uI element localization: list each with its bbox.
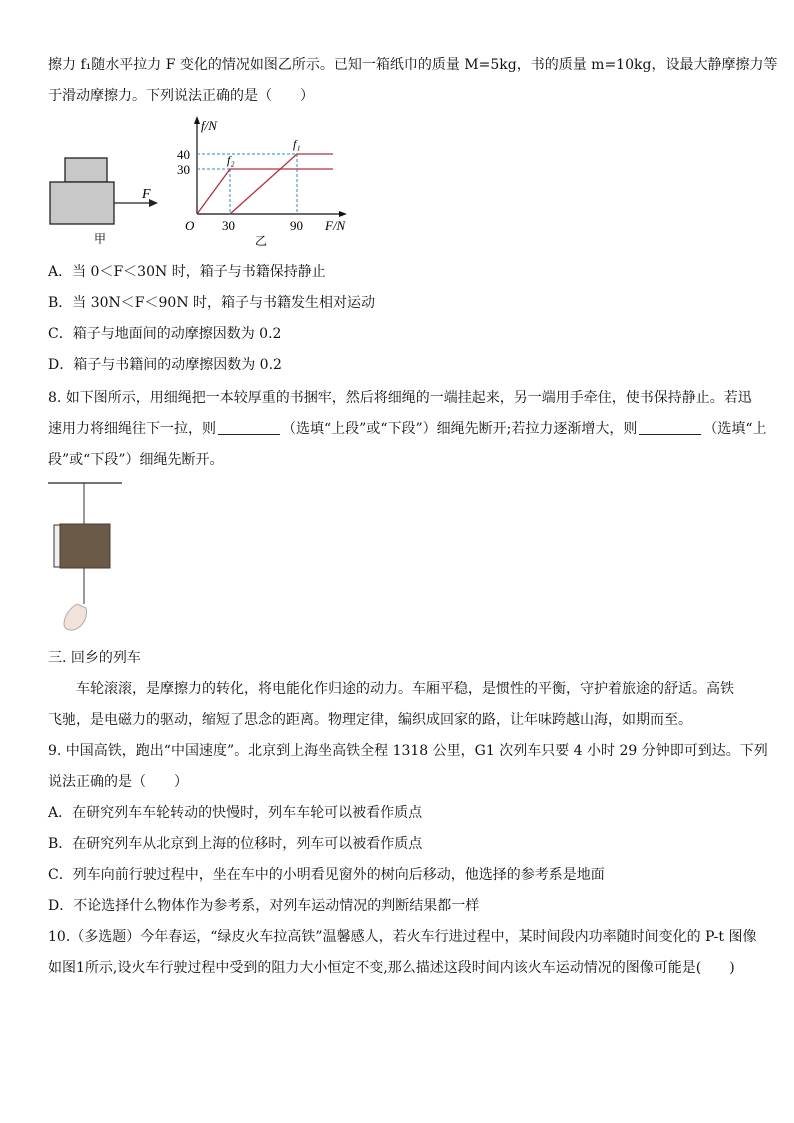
- curve-f1: [230, 154, 333, 214]
- origin-label: O: [185, 218, 195, 233]
- y-axis-label: f/N: [201, 118, 217, 133]
- section-3-title: 三. 回乡的列车: [48, 650, 141, 666]
- q10-line1: 10.（多选题）今年春运，“绿皮火车拉高铁”温馨感人，若火车行进过程中，某时间段内功率随时间变化的 P-t 图像: [48, 929, 757, 945]
- y-tick-40: 40: [177, 147, 190, 162]
- q9-line1: 9. 中国高铁，跑出“中国速度”。北京到上海坐高铁全程 1318 公里，G1 次列车只要 4 小时 29 分钟即可到达。下列: [48, 743, 768, 759]
- q7-intro-line1: 擦力 f₁随水平拉力 F 变化的情况如图乙所示。已知一箱纸巾的质量 M=5kg，书的质量 m=10kg，设最大静摩擦力等: [48, 57, 778, 73]
- figure-yi-graph: [175, 114, 365, 249]
- q7-option-b: B．当 30N＜F＜90N 时，箱子与书籍发生相对运动: [48, 295, 376, 311]
- x-tick-30: 30: [222, 218, 235, 233]
- curve-label-f1: f₁: [293, 137, 301, 151]
- q9-option-c: C．列车向前行驶过程中，坐在车中的小明看见窗外的树向后移动，他选择的参考系是地面: [48, 867, 605, 883]
- figure-jia: [44, 150, 174, 250]
- figure-hanging-book: [44, 478, 134, 638]
- q7-option-d: D．箱子与书籍间的动摩擦因数为 0.2: [48, 357, 282, 373]
- curve-label-f2: f₂: [227, 153, 235, 167]
- q9-line2: 说法正确的是（ ）: [48, 774, 188, 790]
- q8-answer-blank-1[interactable]: [218, 420, 280, 435]
- y-tick-30: 30: [177, 162, 190, 177]
- tissue-box: [50, 182, 114, 224]
- section-3-para-line2: 飞驰，是电磁力的驱动，缩短了思念的距离。物理定律，编织成回家的路，让年味跨越山海，如期而至。: [48, 712, 692, 728]
- curve-f2: [197, 169, 333, 214]
- book-block: [65, 158, 107, 182]
- q9-option-a: A．在研究列车车轮转动的快慢时，列车车轮可以被看作质点: [48, 805, 423, 821]
- q9-option-d: D．不论选择什么物体作为参考系，对列车运动情况的判断结果都一样: [48, 898, 480, 914]
- q7-intro-line2: 于滑动摩擦力。下列说法正确的是（ ）: [48, 88, 314, 104]
- q8-line1: 8. 如下图所示，用细绳把一本较厚重的书捆牢，然后将细绳的一端挂起来，另一端用手牵住，使书保持静止。若迅: [48, 390, 752, 406]
- hand-icon: [64, 604, 87, 630]
- figure-yi-caption: 乙: [255, 234, 268, 248]
- book-spine: [54, 525, 60, 567]
- q8-line2: [48, 419, 767, 439]
- q7-option-a: A．当 0＜F＜30N 时，箱子与书籍保持静止: [48, 264, 326, 280]
- y-axis-arrow: [194, 116, 200, 124]
- x-axis-label: F/N: [325, 218, 346, 233]
- x-axis-arrow: [339, 211, 347, 217]
- q8-line2-part2: （选填“上段”或“下段”）细绳先断开;若拉力逐渐增大，则: [282, 421, 638, 437]
- q8-answer-blank-2[interactable]: [639, 420, 701, 435]
- q10-line2: 如图1所示,设火车行驶过程中受到的阻力大小恒定不变,那么描述这段时间内该火车运动情况的图像可能是( ): [48, 960, 735, 976]
- q9-option-b: B．在研究列车从北京到上海的位移时，列车可以被看作质点: [48, 836, 423, 852]
- section-3-para-line1: 车轮滚滚，是摩擦力的转化，将电能化作归途的动力。车厢平稳，是惯性的平衡，守护着旅途的舒适。高铁: [76, 681, 734, 697]
- q7-option-c: C．箱子与地面间的动摩擦因数为 0.2: [48, 326, 282, 342]
- q8-line2-part3: （选填“上: [703, 421, 767, 437]
- x-tick-90: 90: [290, 218, 303, 233]
- hanging-book: [60, 524, 110, 568]
- figure-jia-caption: 甲: [94, 232, 107, 246]
- q8-line3: 段”或“下段”）细绳先断开。: [48, 452, 224, 468]
- force-label: F: [142, 187, 151, 202]
- q8-line2-part1: 速用力将细绳往下一拉，则: [48, 421, 216, 437]
